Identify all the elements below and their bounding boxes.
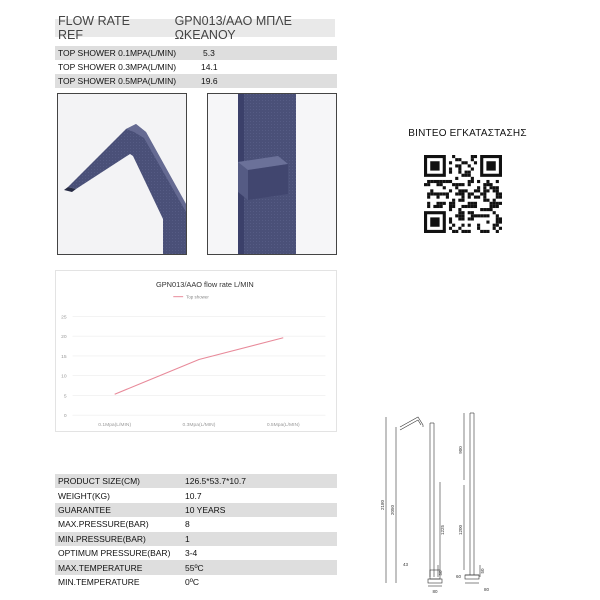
product-photo-top [57, 93, 187, 255]
legend-label: Top shower [186, 294, 209, 300]
dimension-label: 1200 [458, 524, 463, 536]
table-row [55, 74, 337, 88]
dimension-label: 80 [432, 589, 438, 594]
spec-label: WEIGHT(KG) [58, 490, 110, 501]
flow-label: TOP SHOWER 0.1MPA(L/MIN) [58, 48, 177, 58]
spec-value: 8 [185, 519, 190, 530]
spec-value: 1 [185, 533, 190, 544]
flow-rate-chart [55, 270, 337, 432]
spec-value: 10 YEARS [185, 504, 226, 515]
spec-value: 126.5*53.7*10.7 [185, 476, 246, 487]
dimension-label: 80 [484, 587, 490, 592]
table-row [55, 488, 337, 502]
installation-video-label: ΒΙΝΤΕΟ ΕΓΚΑΤΑΣΤΑΣΗΣ [408, 128, 527, 139]
spec-label: OPTIMUM PRESSURE(BAR) [58, 548, 171, 559]
x-tick-label: 0.1Mpa(L/MIN) [98, 423, 132, 429]
chart-title: GPN013/AAO flow rate L/MIN [156, 279, 254, 289]
dimension-label: 60 [456, 574, 462, 579]
table-row [55, 560, 337, 574]
table-row [55, 517, 337, 531]
dimension-label: 2180 [380, 499, 385, 511]
y-tick-label: 25 [61, 315, 67, 321]
table-row [55, 474, 337, 488]
table-row [55, 60, 337, 74]
chart-legend [173, 295, 209, 300]
table-row [55, 503, 337, 517]
x-tick-label: 0.3Mpa(L/MIN) [182, 423, 216, 429]
flow-rate-ref-label: FLOW RATE REF [58, 14, 130, 42]
y-tick-label: 0 [63, 414, 67, 420]
flow-rate-table [55, 46, 337, 88]
y-tick-label: 10 [61, 374, 67, 380]
table-row [55, 532, 337, 546]
product-spec-table [55, 474, 337, 589]
qr-code-icon[interactable] [424, 155, 502, 233]
spec-value: 10.7 [185, 490, 202, 501]
flow-value: 14.1 [201, 62, 218, 72]
y-tick-label: 20 [61, 335, 67, 341]
model-code: GPN013/AAO ΜΠΛΕ ΩΚΕΑΝΟΥ [174, 14, 292, 42]
spec-value: 0ºC [185, 576, 199, 587]
spec-label: MAX.TEMPERATURE [58, 562, 143, 573]
spec-value: 3-4 [185, 548, 198, 559]
series-line-top-shower [115, 338, 284, 394]
spec-value: 55ºC [185, 562, 204, 573]
spec-label: MAX.PRESSURE(BAR) [58, 519, 149, 530]
flow-label: TOP SHOWER 0.3MPA(L/MIN) [58, 62, 177, 72]
chart-svg [56, 271, 336, 431]
dimension-label: 50 [480, 568, 485, 574]
y-tick-label: 5 [63, 394, 67, 400]
flow-rate-header [55, 14, 335, 42]
flow-value: 5.3 [203, 48, 215, 58]
dimension-drawing [372, 405, 597, 597]
dimension-label: 43 [403, 562, 409, 567]
spec-label: MIN.TEMPERATURE [58, 576, 140, 587]
product-photo-detail [207, 93, 337, 255]
shower-head-image [58, 94, 186, 254]
spec-label: GUARANTEE [58, 504, 111, 515]
y-tick-label: 15 [61, 354, 67, 360]
dimension-label: 2050 [390, 504, 395, 516]
table-row [55, 46, 337, 60]
table-row [55, 575, 337, 589]
dimension-label: 900 [458, 446, 463, 454]
dimension-label: 1225 [440, 524, 445, 536]
table-row [55, 546, 337, 560]
column-detail-image [208, 94, 336, 254]
dimension-label: 50 [438, 570, 443, 576]
flow-label: TOP SHOWER 0.5MPA(L/MIN) [58, 76, 177, 86]
flow-value: 19.6 [201, 76, 218, 86]
spec-label: PRODUCT SIZE(CM) [58, 476, 141, 487]
x-tick-label: 0.5Mpa(L/MIN) [266, 423, 300, 429]
spec-label: MIN.PRESSURE(BAR) [58, 533, 146, 544]
